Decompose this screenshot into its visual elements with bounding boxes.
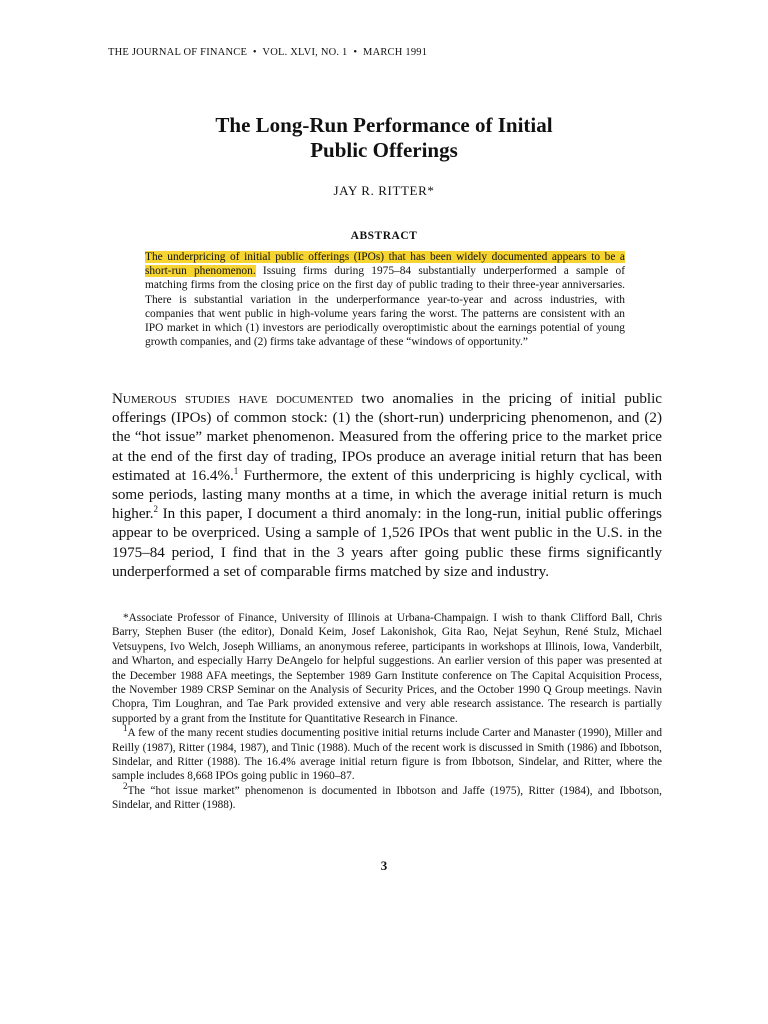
abstract-heading: ABSTRACT [350, 230, 418, 242]
footnote-ref-2: 2 [153, 504, 159, 515]
footnote-mark-2: 2 [123, 781, 128, 792]
footnote-2-text: The “hot issue market” phenomenon is documented in Ibbotson and Jaffe (1975), Ritter (1984), and Ibbotson, Sindelar, and Ritter (1988). [112, 784, 662, 812]
author-name: JAY R. RITTER* [333, 183, 435, 198]
footnote-1-text: A few of the many recent studies documenting positive initial returns include Carter and Manaster (1990), Miller and Reilly (1987), Ritter (1984, 1987), and Tinic (1988). Much of the recent work is discussed in Smith (1986) and Ibbotson, Sindelar, and Ritter (1988). The 16.4% average initial return figure is from Ibbotson, Sindelar, and Ritter, where the sample includes 8,668 IPOs going public in 1960–87. [112, 727, 662, 783]
footnote-mark-1: 1 [123, 723, 128, 734]
footnotes [112, 611, 662, 813]
abstract-rest: Issuing firms during 1975–84 substantially underperformed a sample of matching firms from the closing price on the first day of public trading to their three-year anniversaries. There is substantial variation in the underperformance year-to-year and across industries, with companies that went public in high-volume years faring the worst. The patterns are consistent with an IPO market in which (1) investors are periodically overoptimistic about the earnings potential of young growth companies, and (2) firms take advantage of these “windows of opportunity.” [145, 265, 625, 349]
issue-date: MARCH 1991 [363, 47, 428, 58]
highlighted-sentence: The underpricing of initial public offerings (IPOs) that has been widely documented appears to be a short-run phenomenon. [145, 251, 625, 278]
abstract-text [145, 250, 625, 349]
footnote-ref-1: 1 [233, 465, 239, 476]
title-line-2: Public Offerings [310, 138, 458, 162]
article-title [0, 113, 768, 163]
footnote-author: *Associate Professor of Finance, University of Illinois at Urbana-Champaign. I wish to thank Clifford Ball, Chris Barry, Stephen Buser (the editor), Donald Keim, Josef Lakonishok, Gita Rao, Nejat Seyhun, René Stulz, Michael Vetsuypens, Ivo Welch, Joseph Williams, an anonymous referee, participants in workshops at Illinois, Iowa, Vanderbilt, and Wharton, and especially Harry DeAngelo for helpful suggestions. An earlier version of this paper was presented at the December 1988 AFA meetings, the September 1989 Garn Institute conference on The Capital Acquisition Process, the November 1989 CRSP Seminar on the Analysis of Security Prices, and the October 1990 Q Group meetings. Navin Chopra, Tim Loughran, and Tae Park provided extensive and very able research assistance. The research is partially supported by a grant from the Institute for Quantitative Research in Finance. [112, 612, 662, 725]
separator-bullet: • [252, 47, 257, 58]
volume-issue: VOL. XLVI, NO. 1 [262, 47, 348, 58]
page-number: 3 [380, 858, 388, 873]
body-part-3: In this paper, I document a third anomaly: in the long-run, initial public offerings appear to be overpriced. Using a sample of 1,526 IPOs that went public in the U.S. in the 1975–84 period, I find that in the 3 years after going public these firms significantly underperformed a set of comparable firms matched by size and industry. [112, 506, 662, 580]
separator-bullet: • [353, 47, 358, 58]
body-paragraph [112, 390, 662, 582]
title-line-1: The Long-Run Performance of Initial [215, 113, 553, 137]
footnote-1 [112, 723, 662, 784]
paragraph-lead-in: Numerous studies have documented [112, 391, 354, 407]
running-head [108, 47, 427, 58]
body-part-2: Furthermore, the extent of this underpricing is highly cyclical, with some periods, lasting many months at a time, in which the average initial return is much higher. [112, 467, 662, 523]
body-part-1: two anomalies in the pricing of initial public offerings (IPOs) of common stock: (1) the (short-run) underpricing phenomenon, and (2) the “hot issue” market phenomenon. Measured from the offering price to the market price at the end of the first day of trading, IPOs produce an average initial return that has been estimated at 16.4%. [112, 391, 663, 484]
footnote-2 [112, 781, 662, 813]
journal-name: THE JOURNAL OF FINANCE [108, 47, 248, 58]
